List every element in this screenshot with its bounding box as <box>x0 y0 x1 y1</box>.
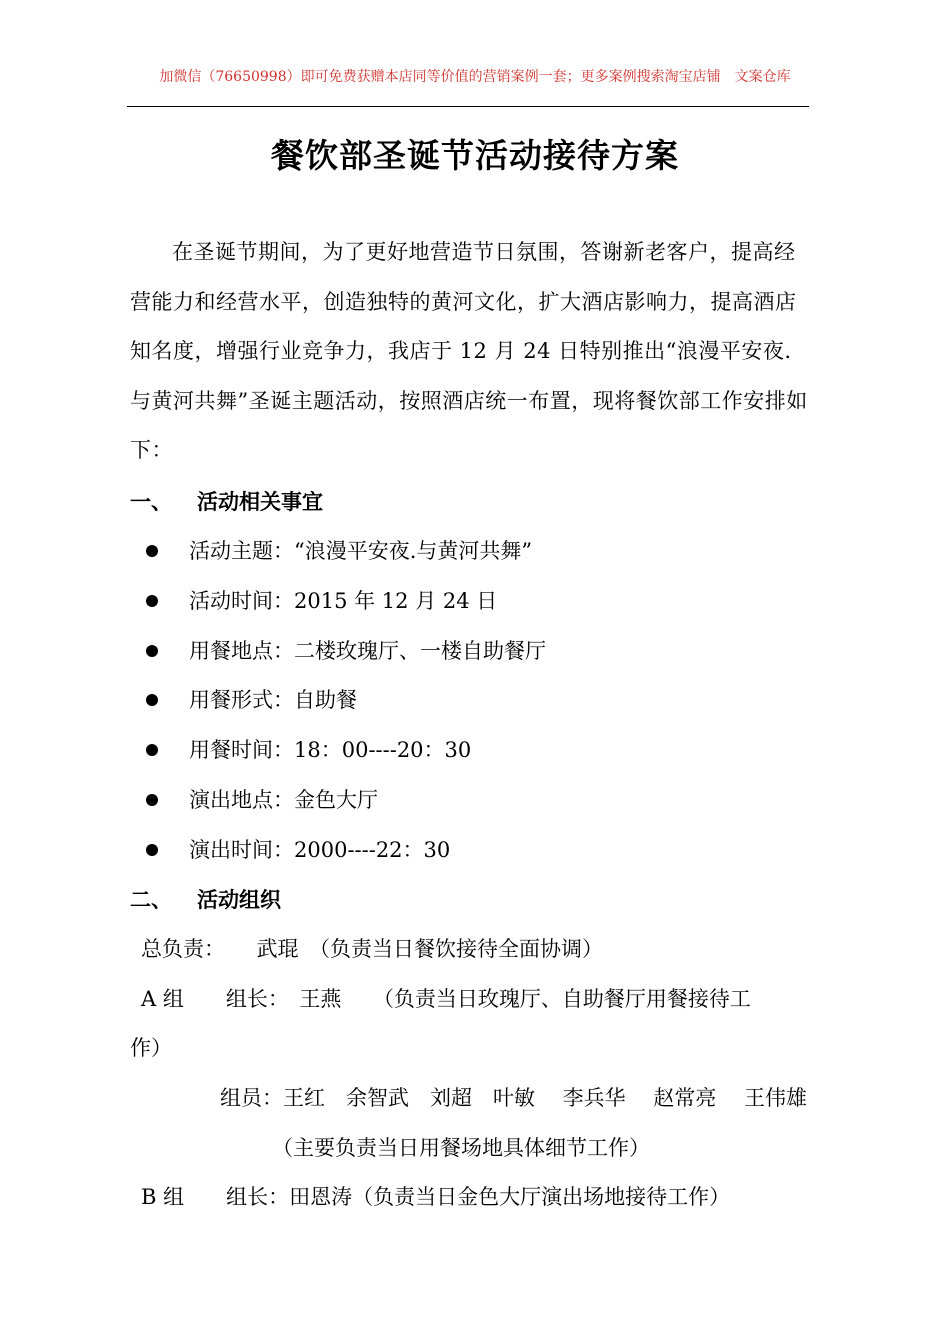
bullet-icon <box>146 645 158 657</box>
header-promo-note: 加微信（76650998）即可免费获赠本店同等价值的营销案例一套；更多案例搜索淘宝店铺 文案仓库 <box>159 69 791 85</box>
bullet-icon <box>146 794 158 806</box>
intro-paragraph: 在圣诞节期间，为了更好地营造节日氛围，答谢新老客户，提高经营能力和经营水平，创造独特的黄河文化，扩大酒店影响力，提高酒店知名度，增强行业竞争力，我店于 12 月 24 日特别推出“浪漫平安夜.与黄河共舞”圣诞主题活动，按照酒店统一布置，现将餐饮部工作安排如下： <box>130 240 808 462</box>
section-1-title: 活动相关事宜 <box>197 489 323 514</box>
document-title: 餐饮部圣诞节活动接待方案 <box>271 136 679 175</box>
group-a-leader-line-continued: 作） <box>130 1036 172 1060</box>
bullet-icon <box>146 545 158 557</box>
bullet-icon <box>146 595 158 607</box>
section-2-number: 二、 <box>130 887 172 912</box>
group-b-leader-line: B 组 组长：田恩涛（负责当日金色大厅演出场地接待工作） <box>141 1185 731 1209</box>
list-item-show-time: 演出时间：2000----22：30 <box>189 838 451 862</box>
section-2-title: 活动组织 <box>197 887 281 912</box>
bullet-icon <box>146 744 158 756</box>
list-item-theme: 活动主题：“浪漫平安夜.与黄河共舞” <box>189 539 533 563</box>
bullet-icon <box>146 844 158 856</box>
lead-person-line: 总负责： 武琨 （负责当日餐饮接待全面协调） <box>141 937 603 961</box>
list-item-show-venue: 演出地点：金色大厅 <box>189 788 378 812</box>
group-a-members-note: （主要负责当日用餐场地具体细节工作） <box>272 1136 650 1160</box>
section-1-number: 一、 <box>130 489 172 514</box>
group-a-members-line: 组员：王红 余智武 刘超 叶敏 李兵华 赵常亮 王伟雄 <box>220 1086 808 1110</box>
group-a-leader-line: A 组 组长： 王燕 （负责当日玫瑰厅、自助餐厅用餐接待工 <box>141 987 751 1011</box>
list-item-dining-format: 用餐形式：自助餐 <box>189 688 357 712</box>
header-divider <box>127 106 809 107</box>
list-item-date: 活动时间：2015 年 12 月 24 日 <box>189 589 498 613</box>
list-item-dining-time: 用餐时间：18：00----20：30 <box>189 738 472 762</box>
list-item-dining-venue: 用餐地点：二楼玫瑰厅、一楼自助餐厅 <box>189 639 546 663</box>
bullet-icon <box>146 694 158 706</box>
